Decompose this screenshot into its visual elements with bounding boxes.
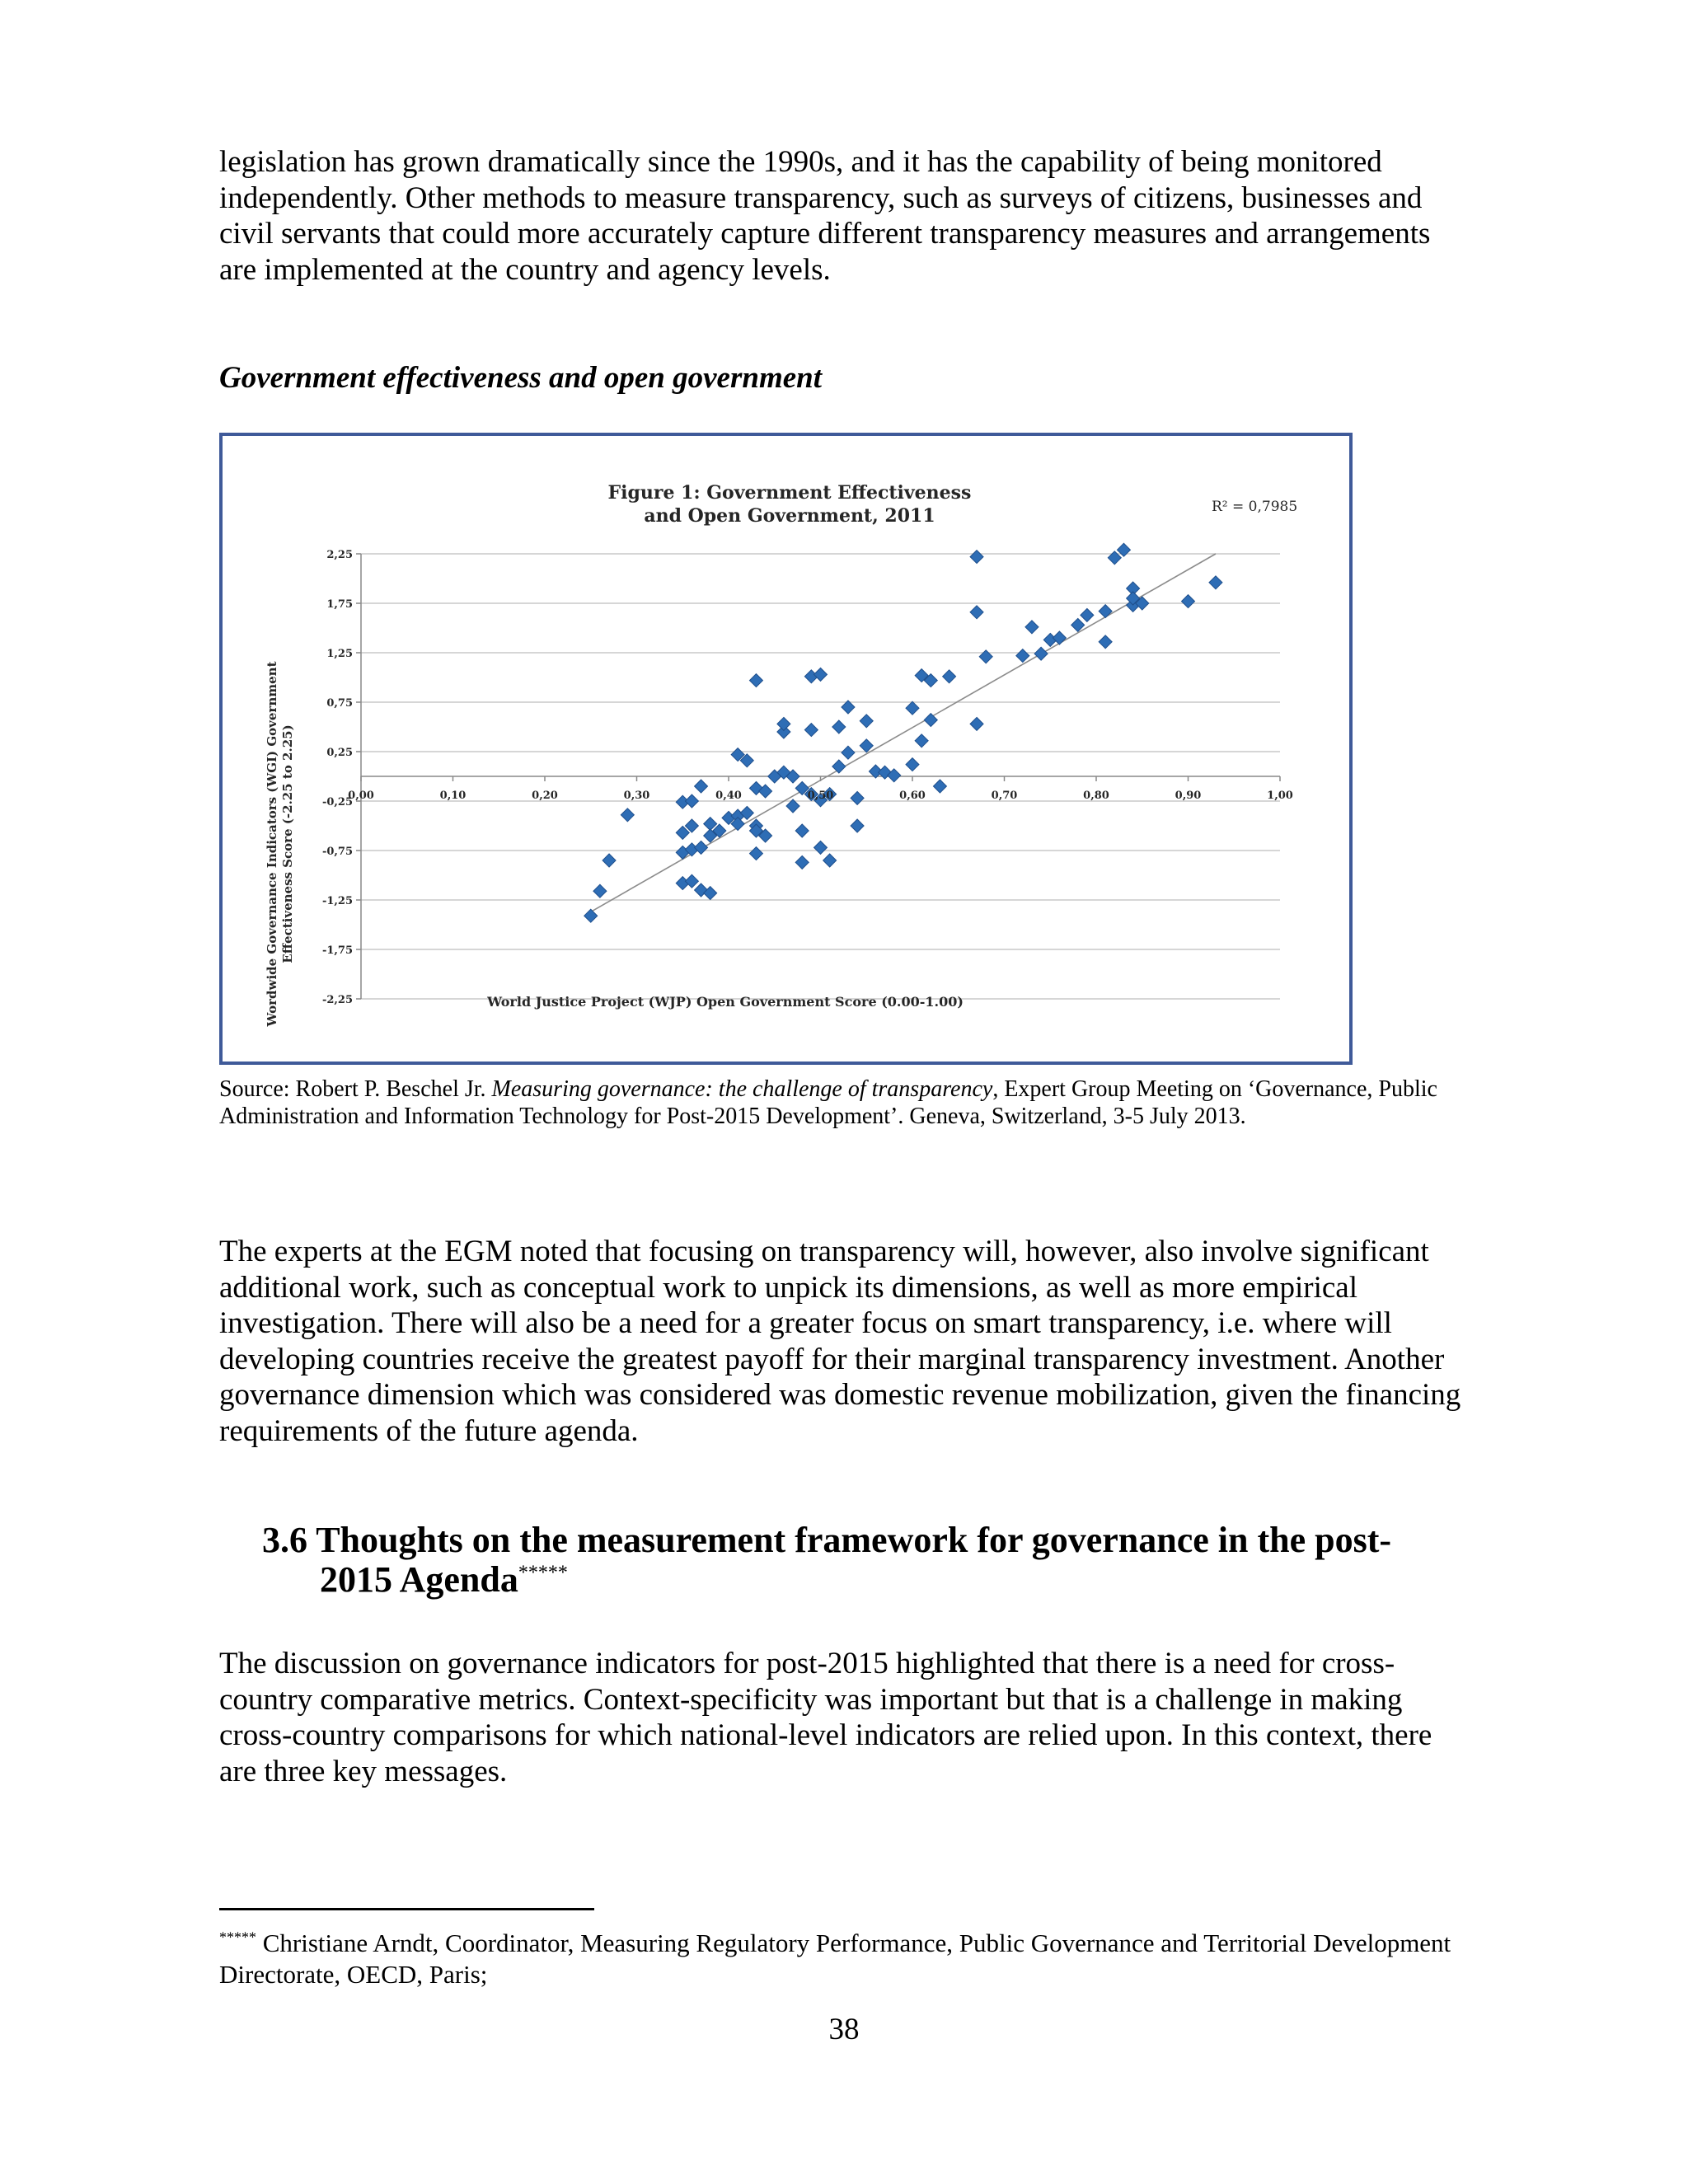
x-tick-label: 0,30 <box>623 790 650 802</box>
data-point <box>860 739 873 752</box>
data-point <box>685 874 698 888</box>
y-tick-label: 1,25 <box>326 648 353 660</box>
data-point <box>695 841 708 854</box>
source-title: Measuring governance: the challenge of transparency <box>491 1076 993 1102</box>
data-point <box>970 606 983 619</box>
x-tick-label: 1,00 <box>1267 790 1293 802</box>
data-point <box>924 714 937 727</box>
y-tick-label: 0,25 <box>326 747 353 759</box>
data-point <box>1034 647 1048 660</box>
data-point <box>593 884 607 898</box>
egm-paragraph: The experts at the EGM noted that focusing on transparency will, however, also involve significant additional work, such as conceptual work to unpick its dimensions, as well as more empirical investigation. There will also be a need for a greater focus on smart transparency, i.e. where will developing countries receive the greatest payoff for their marginal transparency investment. Another governance dimension which was considered was domestic revenue mobilization, given the financing requirements of the future agenda. <box>219 1235 1461 1448</box>
data-point <box>979 650 992 663</box>
data-point <box>695 780 708 793</box>
data-point <box>621 808 634 822</box>
data-point <box>970 551 983 564</box>
y-tick-label: 1,75 <box>326 598 353 611</box>
section-heading-line1: 3.6 Thoughts on the measurement framework for governance in the post- <box>262 1520 1392 1560</box>
y-tick-label: -0,75 <box>321 846 353 858</box>
y-axis-label-line2: Effectiveness Score (-2.25 to 2.25) <box>280 724 295 963</box>
source-suffix: , Expert Group Meeting on ‘Governance, Public Administration and Information Technology for Post-2015 Development’. Geneva, Switzerland, 3-5 July 2013. <box>219 1076 1437 1129</box>
y-tick-label: -2,25 <box>321 994 353 1006</box>
data-point <box>1099 635 1112 649</box>
x-tick-label: 0,80 <box>1083 790 1109 802</box>
footnote <box>219 1928 1472 1990</box>
data-point <box>1081 608 1094 621</box>
intro-paragraph: legislation has grown dramatically since the 1990s, and it has the capability of being monitored independently. Other methods to measure transparency, such as surveys of citizens, businesses and civil servants that could more accurately capture different transparency measures and arrangements are implemented at the country and agency levels. <box>219 145 1431 287</box>
data-point <box>1016 649 1029 663</box>
data-point <box>1108 551 1121 565</box>
y-tick-label: 0,75 <box>326 697 353 710</box>
section-heading <box>262 1521 1457 1600</box>
y-tick-label: -0,25 <box>321 796 353 808</box>
figure-subheading: Government effectiveness and open government <box>219 361 823 395</box>
x-tick-label: 0,50 <box>807 790 834 802</box>
data-point <box>842 746 855 759</box>
footnote-mark: ***** <box>219 1929 256 1946</box>
r-squared-label: R² = 0,7985 <box>1212 499 1298 515</box>
data-point <box>814 668 828 681</box>
x-tick-label: 0,00 <box>348 790 374 802</box>
data-point <box>749 674 762 687</box>
data-point <box>1117 543 1130 556</box>
chart-title-line1: Figure 1: Government Effectiveness <box>607 482 972 504</box>
data-point <box>685 794 698 808</box>
data-point <box>943 670 956 683</box>
data-point <box>795 824 809 837</box>
data-point <box>906 758 919 771</box>
x-tick-label: 0,10 <box>439 790 467 802</box>
data-point <box>603 854 616 867</box>
data-point <box>1209 576 1222 589</box>
data-point <box>860 715 873 728</box>
section-footnote-mark[interactable]: ***** <box>518 1562 568 1584</box>
y-tick-label: 2,25 <box>326 549 353 561</box>
page-number: 38 <box>828 2013 860 2046</box>
footnote-text: Christiane Arndt, Coordinator, Measuring Regulatory Performance, Public Governance and Territorial Development Directorate, OECD, Paris; <box>219 1929 1451 1989</box>
data-point <box>1053 631 1066 644</box>
data-point <box>933 780 946 793</box>
data-point <box>777 717 790 730</box>
data-point <box>1025 621 1039 634</box>
data-point <box>906 701 919 715</box>
x-tick-label: 0,20 <box>532 790 558 802</box>
discussion-paragraph: The discussion on governance indicators for post-2015 highlighted that there is a need for cross-country comparative metrics. Context-specificity was important but that is a challenge in making cross-country comparisons for which national-level indicators are relied upon. In this context, there are three key messages. <box>219 1647 1432 1788</box>
footnote-separator <box>219 1908 594 1910</box>
y-tick-label: -1,25 <box>321 895 353 907</box>
y-tick-label: -1,75 <box>321 944 353 957</box>
data-point <box>851 819 864 832</box>
x-tick-label: 0,40 <box>715 790 742 802</box>
figure-frame <box>219 433 1353 1065</box>
chart-title-line2: and Open Government, 2011 <box>644 505 935 527</box>
data-point <box>915 734 928 748</box>
trend-line <box>591 554 1216 912</box>
x-tick-label: 0,70 <box>991 790 1018 802</box>
scatter-chart <box>223 436 1349 1062</box>
source-prefix: Source: Robert P. Beschel Jr. <box>219 1076 492 1102</box>
section-heading-line2: 2015 Agenda <box>320 1559 518 1600</box>
data-point <box>795 855 809 869</box>
x-tick-label: 0,60 <box>899 790 926 802</box>
figure-source <box>219 1076 1472 1130</box>
y-axis-label-line1: Wordwide Governance Indicators (WGI) Government <box>265 661 279 1027</box>
data-point <box>970 717 983 730</box>
data-point <box>804 724 818 737</box>
data-point <box>749 847 762 860</box>
x-tick-label: 0,90 <box>1175 790 1202 802</box>
x-axis-label: World Justice Project (WJP) Open Government Score (0.00-1.00) <box>487 994 964 1010</box>
data-point <box>832 720 846 733</box>
data-point <box>832 760 846 773</box>
data-point <box>584 909 598 922</box>
data-point <box>814 841 828 854</box>
data-point <box>1099 605 1112 618</box>
data-point <box>823 854 837 867</box>
data-point <box>1182 595 1195 608</box>
data-point <box>851 791 864 804</box>
